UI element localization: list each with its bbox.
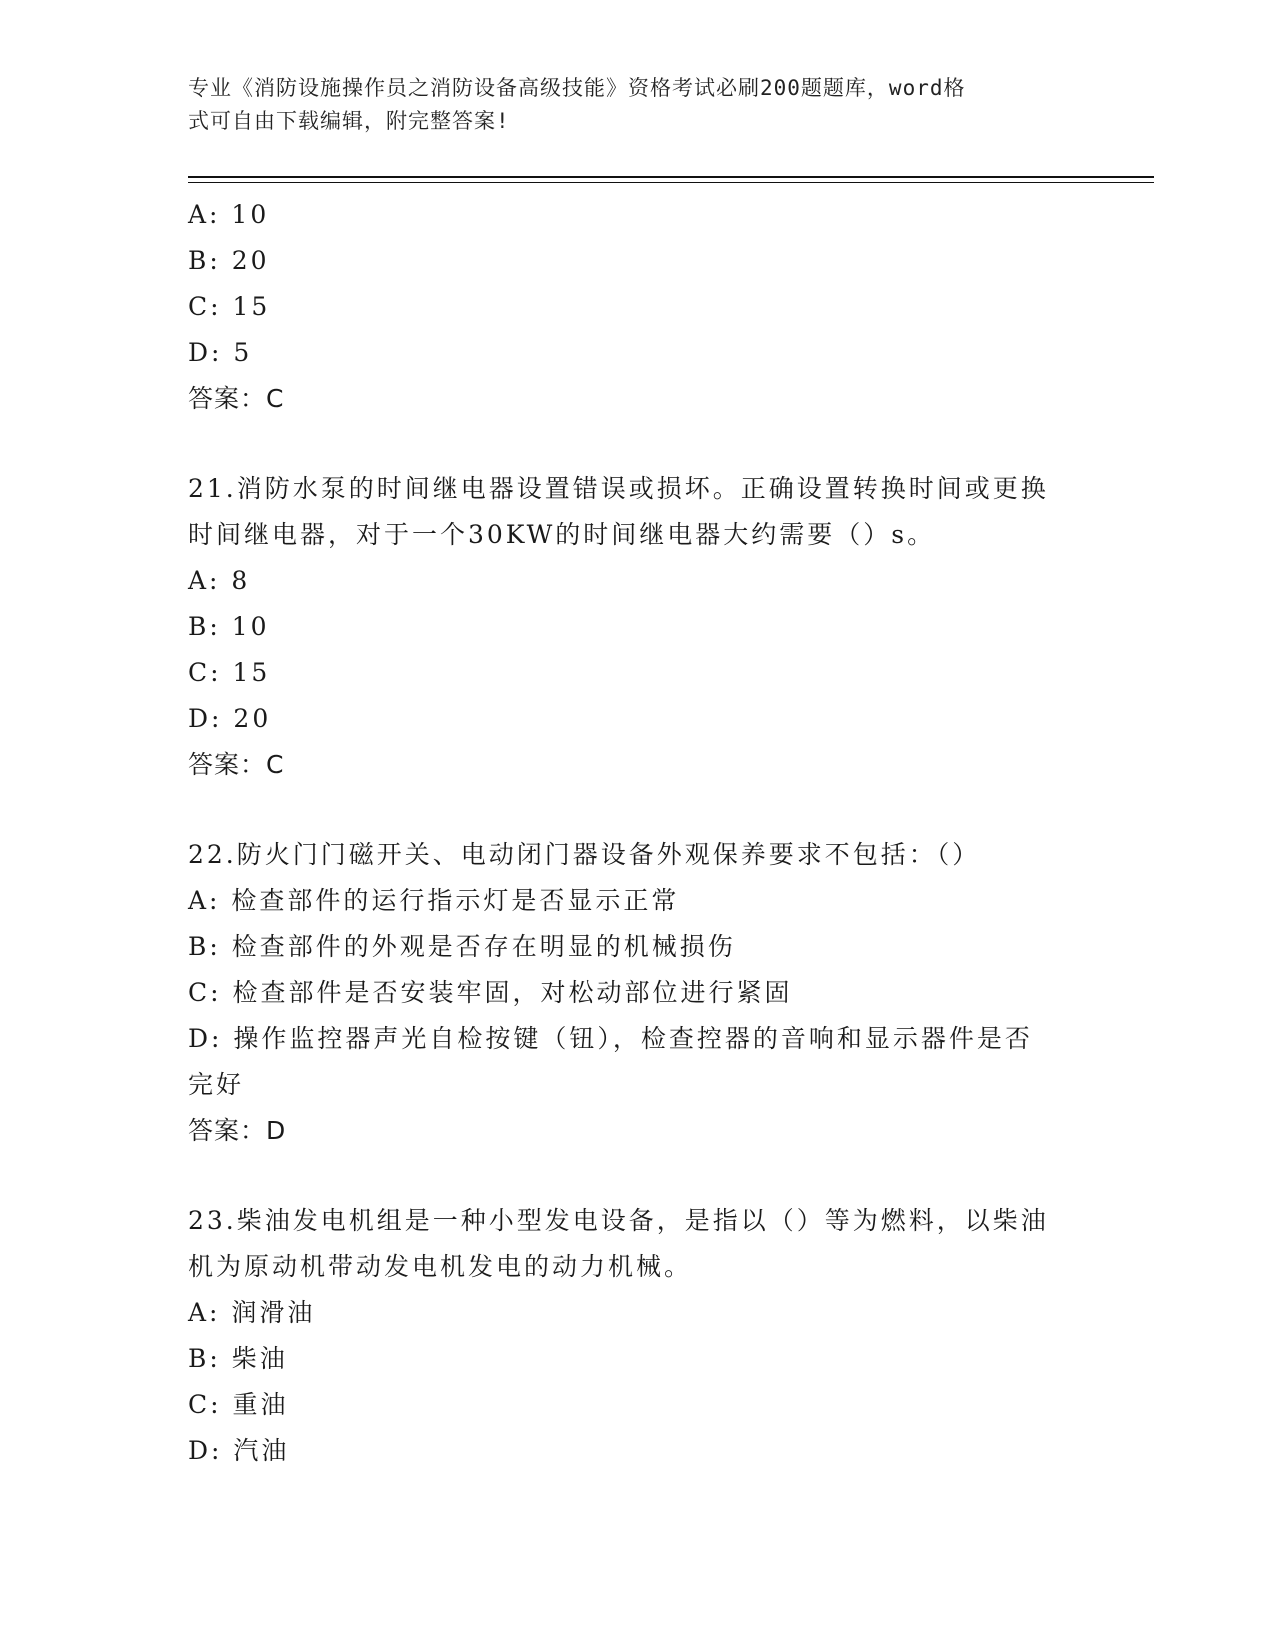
option-b: B: 柴油	[188, 1344, 288, 1373]
question-text-line-2: 时间继电器，对于一个30KW的时间继电器大约需要（）s。	[188, 520, 936, 549]
question-21	[188, 466, 1088, 788]
question-20-continued	[188, 192, 1088, 422]
answer: 答案：C	[188, 384, 285, 413]
option-b: B: 20	[188, 246, 270, 275]
option-b: B: 检查部件的外观是否存在明显的机械损伤	[188, 932, 736, 961]
header-line-1: 专业《消防设施操作员之消防设备高级技能》资格考试必刷200题题库，word格	[188, 76, 966, 100]
option-a: A: 8	[188, 566, 251, 595]
spacer	[188, 788, 1088, 832]
question-23	[188, 1198, 1088, 1474]
option-d: D: 操作监控器声光自检按键（钮），检查控器的音响和显示器件是否	[188, 1024, 1033, 1053]
option-d: D: 5	[188, 338, 253, 367]
option-c: C: 15	[188, 292, 271, 321]
question-text-line-1: 23.柴油发电机组是一种小型发电设备，是指以（）等为燃料，以柴油	[188, 1206, 1049, 1235]
question-text-line-1: 22.防火门门磁开关、电动闭门器设备外观保养要求不包括：（）	[188, 840, 981, 869]
answer: 答案：D	[188, 1116, 287, 1145]
question-text-line-2: 机为原动机带动发电机发电的动力机械。	[188, 1252, 693, 1281]
option-c: C: 重油	[188, 1390, 289, 1419]
header-divider-thick	[188, 176, 1154, 178]
option-b: B: 10	[188, 612, 270, 641]
option-a: A: 检查部件的运行指示灯是否显示正常	[188, 886, 680, 915]
header-divider-thin	[188, 182, 1154, 183]
header-line-2: 式可自由下载编辑，附完整答案!	[188, 109, 510, 133]
question-22	[188, 832, 1088, 1154]
document-header	[188, 72, 1068, 138]
answer: 答案：C	[188, 750, 285, 779]
spacer	[188, 422, 1088, 466]
question-text-line-1: 21.消防水泵的时间继电器设置错误或损坏。正确设置转换时间或更换	[188, 474, 1049, 503]
option-d: D: 20	[188, 704, 272, 733]
question-content	[188, 192, 1088, 1474]
option-c: C: 检查部件是否安装牢固，对松动部位进行紧固	[188, 978, 793, 1007]
spacer	[188, 1154, 1088, 1198]
option-d: D: 汽油	[188, 1436, 290, 1465]
option-a: A: 润滑油	[188, 1298, 316, 1327]
option-a: A: 10	[188, 200, 270, 229]
option-c: C: 15	[188, 658, 271, 687]
option-d-continued: 完好	[188, 1070, 245, 1099]
